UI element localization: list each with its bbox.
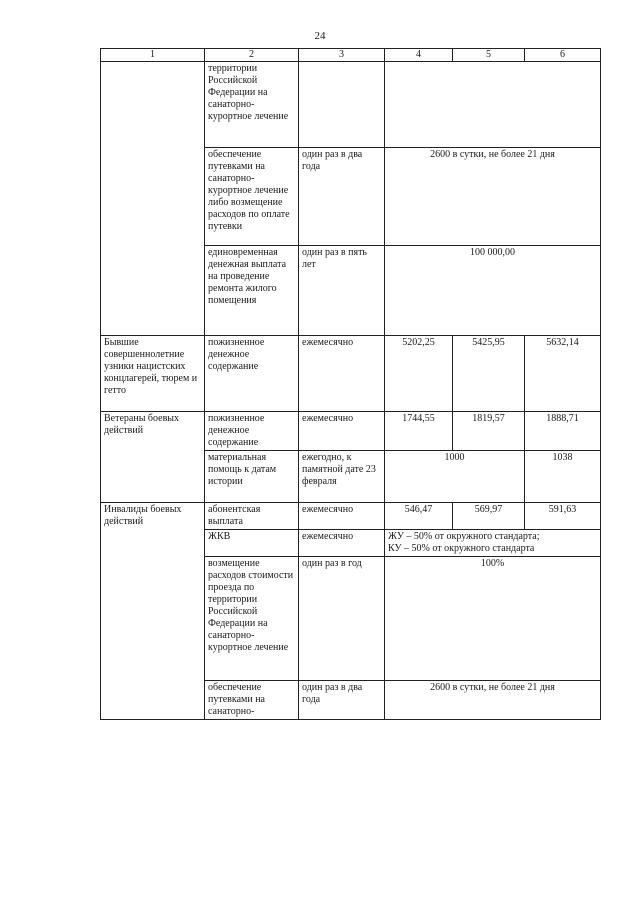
- service-cell: пожизненное денежное содержание: [205, 336, 299, 412]
- amount-cell: [385, 530, 601, 557]
- value-cell: 1744,55: [385, 412, 453, 451]
- value-cell: 569,97: [453, 503, 525, 530]
- table-row: [101, 62, 601, 148]
- column-number: 2: [205, 49, 299, 62]
- amount-line: ЖУ – 50% от окружного стандарта;: [388, 531, 540, 542]
- value-cell: 5425,95: [453, 336, 525, 412]
- period-cell: ежемесячно: [299, 412, 385, 451]
- table-row: [101, 503, 601, 530]
- value-cell: 5632,14: [525, 336, 601, 412]
- service-cell: единовременная денежная выплата на проведение ремонта жилого помещения: [205, 246, 299, 336]
- period-cell: ежемесячно: [299, 336, 385, 412]
- category-cell: [101, 62, 205, 336]
- service-cell: ЖКВ: [205, 530, 299, 557]
- page-number: 24: [314, 30, 326, 42]
- period-cell: один раз в два года: [299, 681, 385, 720]
- benefits-table: [100, 48, 601, 720]
- amount-line: КУ – 50% от окружного стандарта: [388, 543, 535, 554]
- period-cell: ежегодно, к памятной дате 23 февраля: [299, 451, 385, 503]
- value-cell: 5202,25: [385, 336, 453, 412]
- service-cell: обеспечение путевками на санаторно-: [205, 681, 299, 720]
- period-cell: ежемесячно: [299, 530, 385, 557]
- table-row: [101, 412, 601, 451]
- period-cell: [299, 62, 385, 148]
- column-number: 5: [453, 49, 525, 62]
- service-cell: возмещение расходов стоимости проезда по территории Российской Федерации на санаторно-курортное лечение: [205, 557, 299, 681]
- value-cell: 546,47: [385, 503, 453, 530]
- service-cell: территории Российской Федерации на санаторно-курортное лечение: [205, 62, 299, 148]
- value-cell: 1888,71: [525, 412, 601, 451]
- column-number: 6: [525, 49, 601, 62]
- value-cell: 1819,57: [453, 412, 525, 451]
- value-cell: 591,63: [525, 503, 601, 530]
- service-cell: абонентская выплата: [205, 503, 299, 530]
- period-cell: один раз в год: [299, 557, 385, 681]
- category-cell: Ветераны боевых действий: [101, 412, 205, 503]
- amount-cell: 100 000,00: [385, 246, 601, 336]
- amount-cell: [385, 62, 601, 148]
- category-cell: Инвалиды боевых действий: [101, 503, 205, 720]
- column-number: 3: [299, 49, 385, 62]
- table-row: [101, 336, 601, 412]
- amount-cell: 100%: [385, 557, 601, 681]
- category-cell: Бывшие совершеннолетние узники нацистских концлагерей, тюрем и гетто: [101, 336, 205, 412]
- service-cell: пожизненное денежное содержание: [205, 412, 299, 451]
- column-number: 4: [385, 49, 453, 62]
- service-cell: материальная помощь к датам истории: [205, 451, 299, 503]
- period-cell: ежемесячно: [299, 503, 385, 530]
- value-cell: 1038: [525, 451, 601, 503]
- amount-cell: 2600 в сутки, не более 21 дня: [385, 148, 601, 246]
- column-number-row: [101, 49, 601, 62]
- amount-cell: 2600 в сутки, не более 21 дня: [385, 681, 601, 720]
- value-cell: 1000: [385, 451, 525, 503]
- period-cell: один раз в пять лет: [299, 246, 385, 336]
- period-cell: один раз в два года: [299, 148, 385, 246]
- column-number: 1: [101, 49, 205, 62]
- service-cell: обеспечение путевками на санаторно-курортное лечение либо возмещение расходов по оплате путевки: [205, 148, 299, 246]
